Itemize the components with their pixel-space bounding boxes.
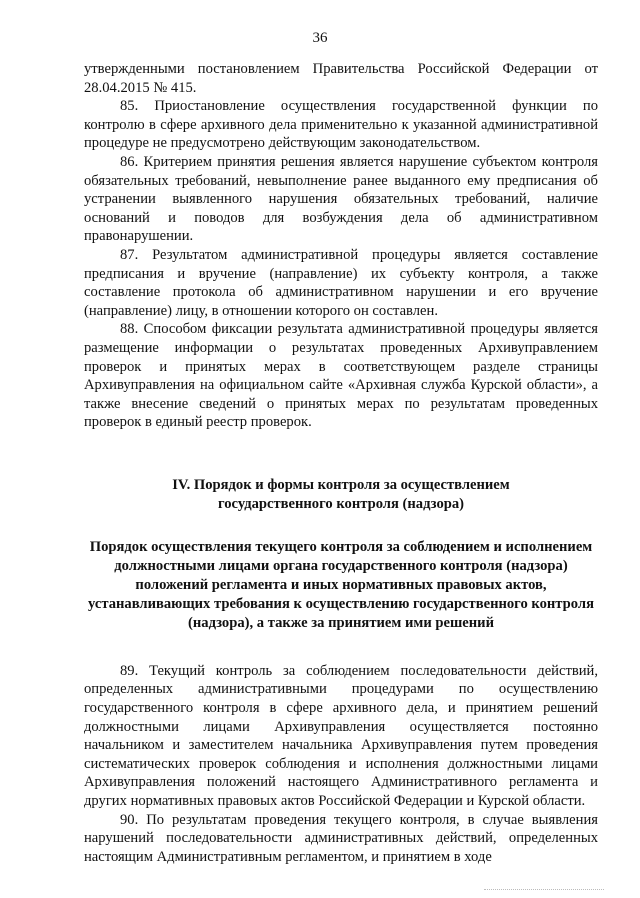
paragraph-88: 88. Способом фиксации результата административной процедуры является размещение информации о результатах проведенных Архивуправлением проверок и принятых мерах в соответствующем разделе страницы Архивуправления на официальном сайте «Архивная служба Курской области», а также внесение сведений о принятых мерах по результатам проведенных проверок в единый реестр проверок. [84,321,598,431]
scan-artifact [484,889,604,892]
paragraph-continuation: утвержденными постановлением Правительства Российской Федерации от 28.04.2015 № 415. [84,61,598,96]
paragraph-90: 90. По результатам проведения текущего контроля, в случае выявления нарушений последовательности административных действий, определенных настоящим Административным регламентом, и принятием в ходе [84,811,598,865]
document-body [84,60,598,866]
section-heading: IV. Порядок и формы контроля за осуществлением государственного контроля (надзора) [172,476,510,512]
paragraph-89: 89. Текущий контроль за соблюдением последовательности действий, определенных административными процедурами по осуществлению государственного контроля в сфере архивного дела, и принятием решений должностными лицами Архивуправления осуществляется постоянно начальником и заместителем начальника Архивуправления путем проведения систематических проверок соблюдения и исполнения должностными лицами Архивуправления положений настоящего Административного регламента и других нормативных правовых актов Российской Федерации и Курской области. [84,662,598,810]
page-number: 36 [312,30,328,46]
paragraph-86: 86. Критерием принятия решения является нарушение субъектом контроля обязательных требований, невыполнение ранее выданного ему предписания об устранении выявленного нарушения обязательных требований, наличие оснований и поводов для возбуждения дела об административном правонарушении. [84,153,598,245]
paragraph-85: 85. Приостановление осуществления государственной функции по контролю в сфере архивного дела применительно к указанной административной процедуре не предусмотрено действующим законодательством. [84,98,598,152]
subsection-heading: Порядок осуществления текущего контроля за соблюдением и исполнением должностными лицами органа государственного контроля (надзора) положений регламента и иных нормативных правовых актов, устанавливающих требования к осуществлению государственного контроля (надзора), а также за принятием ими решений [88,538,594,631]
paragraph-87: 87. Результатом административной процедуры является составление предписания и вручение (направление) их субъекту контроля, а также составление протокола об административном нарушении и его вручение (направление) лицу, в отношении которого он составлен. [84,246,598,319]
